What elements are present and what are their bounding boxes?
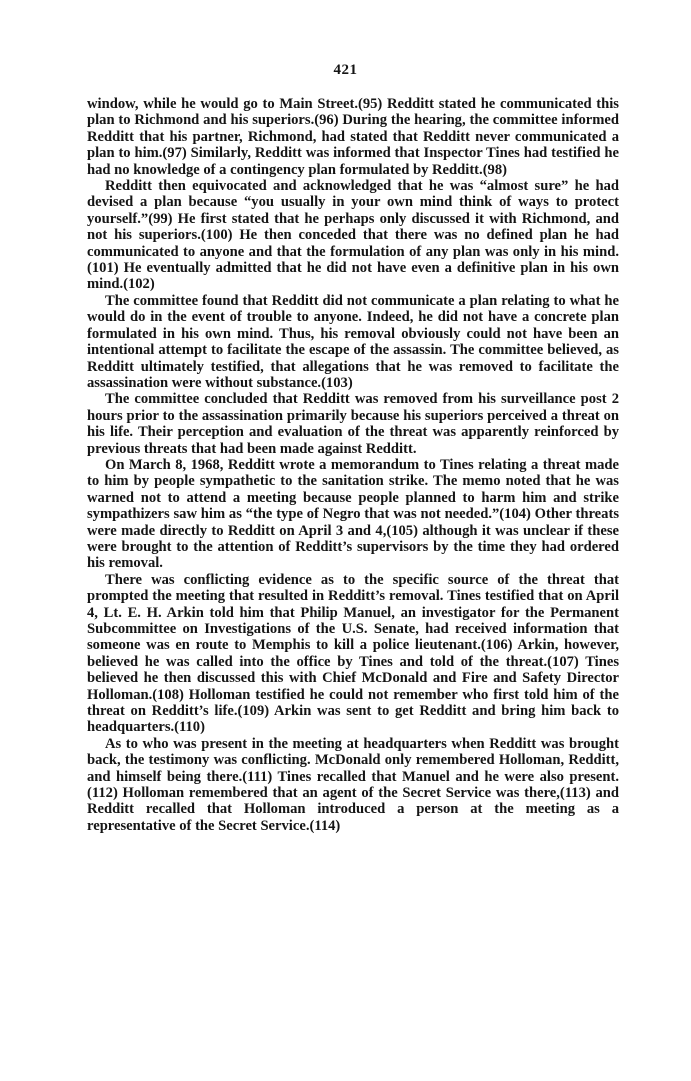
paragraph-7: As to who was present in the meeting at headquarters when Redditt was brought back, the testimony was conflicting. McDonald only remembered Holloman, Redditt, and himself being there.(111) Tines recalled that Manuel and he were also present.(112) Holloman remembered that an agent of the Secret Service was there,(113) and Redditt recalled that Holloman introduced a person at the meeting as a representative of the Secret Service.(114) (87, 735, 619, 834)
paragraph-6: There was conflicting evidence as to the specific source of the threat that prompted the meeting that resulted in Redditt’s removal. Tines testified that on April 4, Lt. E. H. Arkin told him that Philip Manuel, an investigator for the Permanent Subcommittee on Investigations of the U.S. Senate, had received information that someone was en route to Memphis to kill a police lieutenant.(106) Arkin, however, believed he was called into the office by Tines and told of the threat.(107) Tines believed he then discussed this with Chief McDonald and Fire and Safety Director Holloman.(108) Holloman testified he could not remember who first told him of the threat on Redditt’s life.(109) Arkin was sent to get Redditt and bring him back to headquarters.(110) (87, 571, 619, 736)
paragraph-4: The committee concluded that Redditt was removed from his surveillance post 2 hours prior to the assassination primarily because his superiors perceived a threat on his life. Their perception and evaluation of the threat was apparently reinforced by previous threats that had been made against Redditt. (87, 391, 619, 457)
body-text (87, 96, 619, 834)
paragraph-5: On March 8, 1968, Redditt wrote a memorandum to Tines relating a threat made to him by people sympathetic to the sanitation strike. The memo noted that he was warned not to attend a meeting because people planned to harm him and strike sympathizers saw him as “the type of Negro that was not needed.”(104) Other threats were made directly to Redditt on April 3 and 4,(105) although it was unclear if these were brought to the attention of Redditt’s supervisors by the time they had ordered his removal. (87, 456, 619, 572)
paragraph-1: window, while he would go to Main Street.(95) Redditt stated he communicated this plan to Richmond and his superiors.(96) During the hearing, the committee informed Redditt that his partner, Richmond, had stated that Redditt never communicated a plan to him.(97) Similarly, Redditt was informed that Inspector Tines had testified he had no knowledge of a contingency plan formulated by Redditt.(98) (87, 96, 619, 178)
page-number: 421 (333, 62, 358, 78)
paragraph-3: The committee found that Redditt did not communicate a plan relating to what he would do in the event of trouble to anyone. Indeed, he did not have a concrete plan formulated in his own mind. Thus, his removal obviously could not have been an intentional attempt to facilitate the escape of the assassin. The committee believed, as Redditt ultimately testified, that allegations that he was removed to facilitate the assassination were without substance.(103) (87, 292, 619, 391)
paragraph-2: Redditt then equivocated and acknowledged that he was “almost sure” he had devised a plan because “you usually in your own mind think of ways to protect yourself.”(99) He first stated that he perhaps only discussed it with Richmond, and not his superiors.(100) He then conceded that there was no defined plan he had communicated to anyone and that the formulation of any plan was only in his mind.(101) He eventually admitted that he did not have even a definitive plan in his own mind.(102) (87, 178, 619, 293)
